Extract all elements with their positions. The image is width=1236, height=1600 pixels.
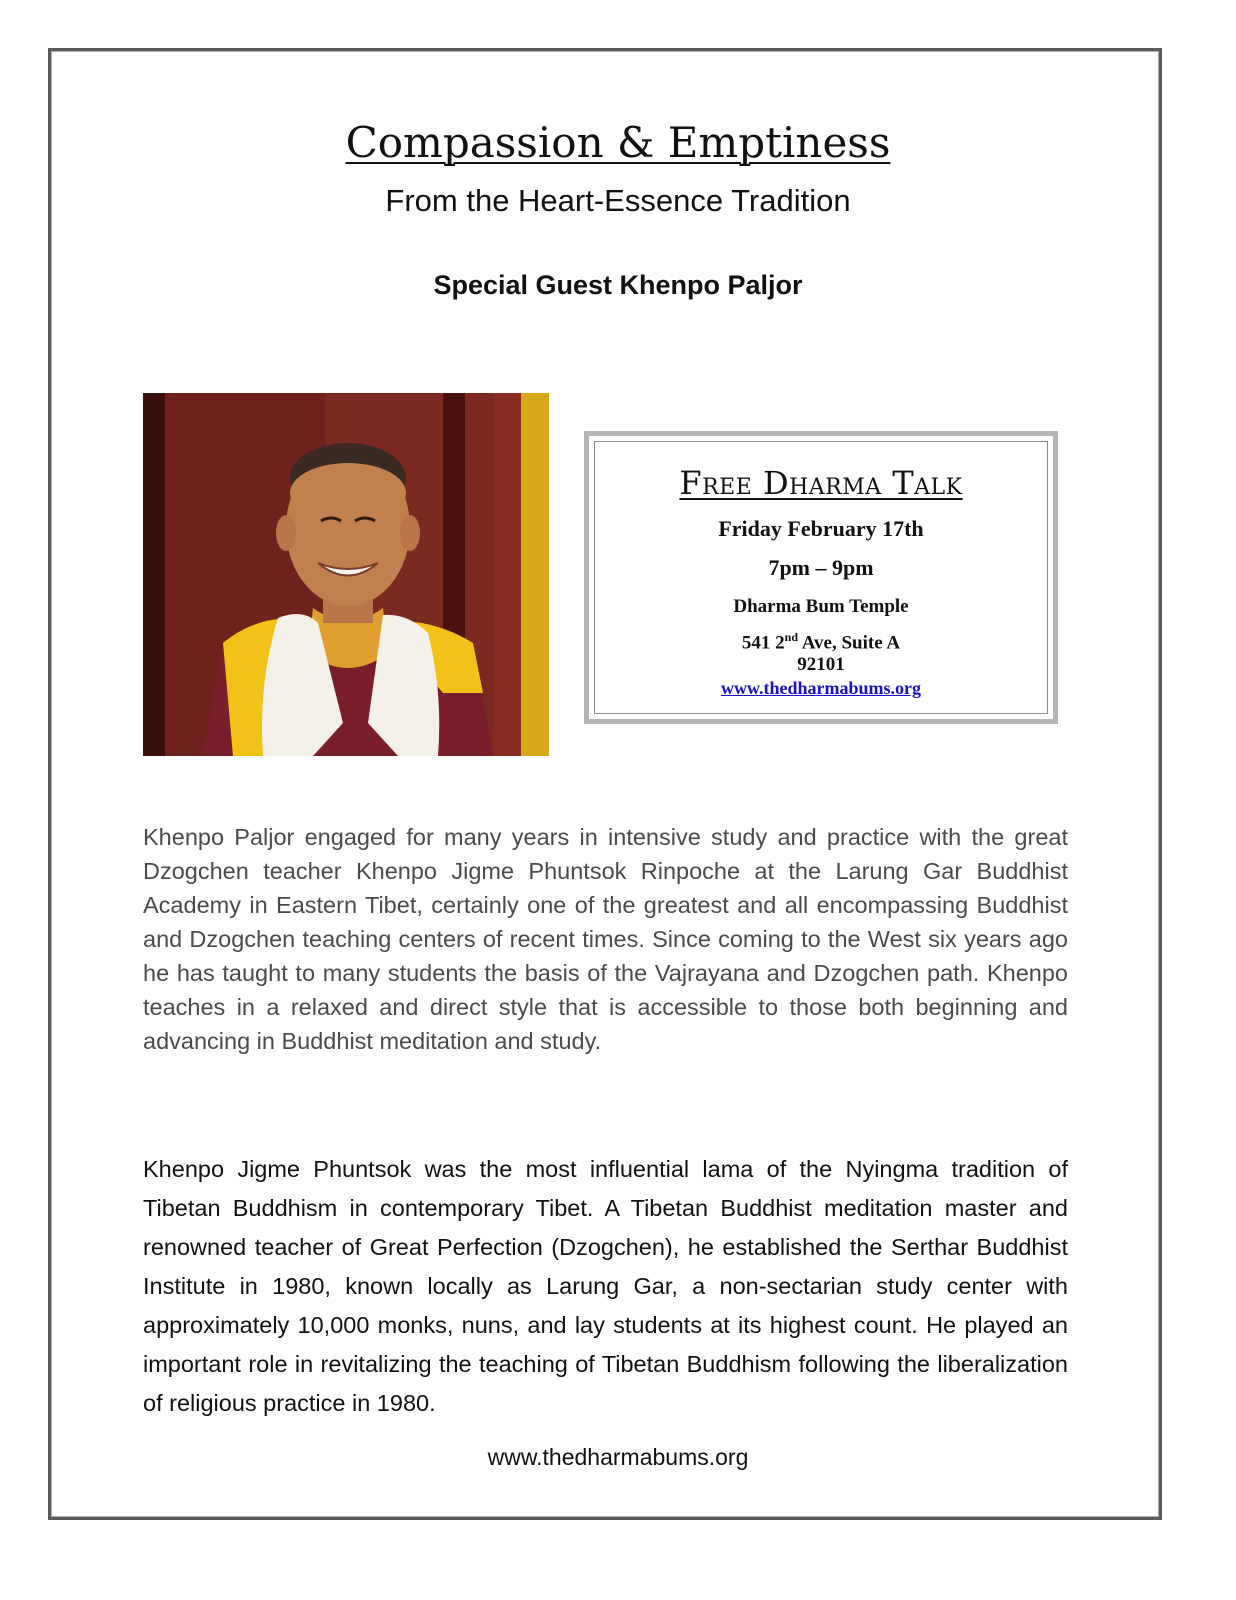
event-zip: 92101 [797,654,845,675]
event-details-box [584,431,1058,724]
address-ordinal: nd [784,630,799,644]
bio-paragraph: Khenpo Paljor engaged for many years in intensive study and practice with the great Dzogchen teacher Khenpo Jigme Phuntsok Rinpoche at the Larung Gar Buddhist Academy in Eastern Tibet, certainly one of the greatest and all encompassing Buddhist and Dzogchen teaching centers of recent times. Since coming to the West six years ago he has taught to many students the basis of the Vajrayana and Dzogchen path. Khenpo teaches in a relaxed and direct style that is accessible to those both beginning and advancing in Buddhist meditation and study. [143,824,1068,1054]
flyer-title: Compassion & Emptiness [345,118,891,167]
event-heading: Free Dharma Talk [679,464,963,502]
event-address [595,630,1047,654]
event-date: Friday February 17th [718,516,924,541]
footer-website: www.thedharmabums.org [487,1444,749,1470]
event-venue: Dharma Bum Temple [733,596,909,617]
event-website-link[interactable]: www.thedharmabums.org [720,678,921,698]
flyer-subtitle: From the Heart-Essence Tradition [385,183,851,218]
event-time: 7pm – 9pm [768,555,874,580]
special-guest-line: Special Guest Khenpo Paljor [433,270,803,300]
address-street: Ave, Suite A [798,632,901,654]
portrait-photo [143,393,549,756]
event-details-inner-frame [594,441,1048,714]
address-number: 541 2 [741,632,785,654]
teacher-history-paragraph: Khenpo Jigme Phuntsok was the most influential lama of the Nyingma tradition of Tibetan Buddhism in contemporary Tibet. A Tibetan Buddhist meditation master and renowned teacher of Great Perfection (Dzogchen), he established the Serthar Buddhist Institute in 1980, known locally as Larung Gar, a non-sectarian study center with approximately 10,000 monks, nuns, and lay students at its highest count. He played an important role in revitalizing the teaching of Tibetan Buddhism following the liberalization of religious practice in 1980. [143,1156,1068,1416]
